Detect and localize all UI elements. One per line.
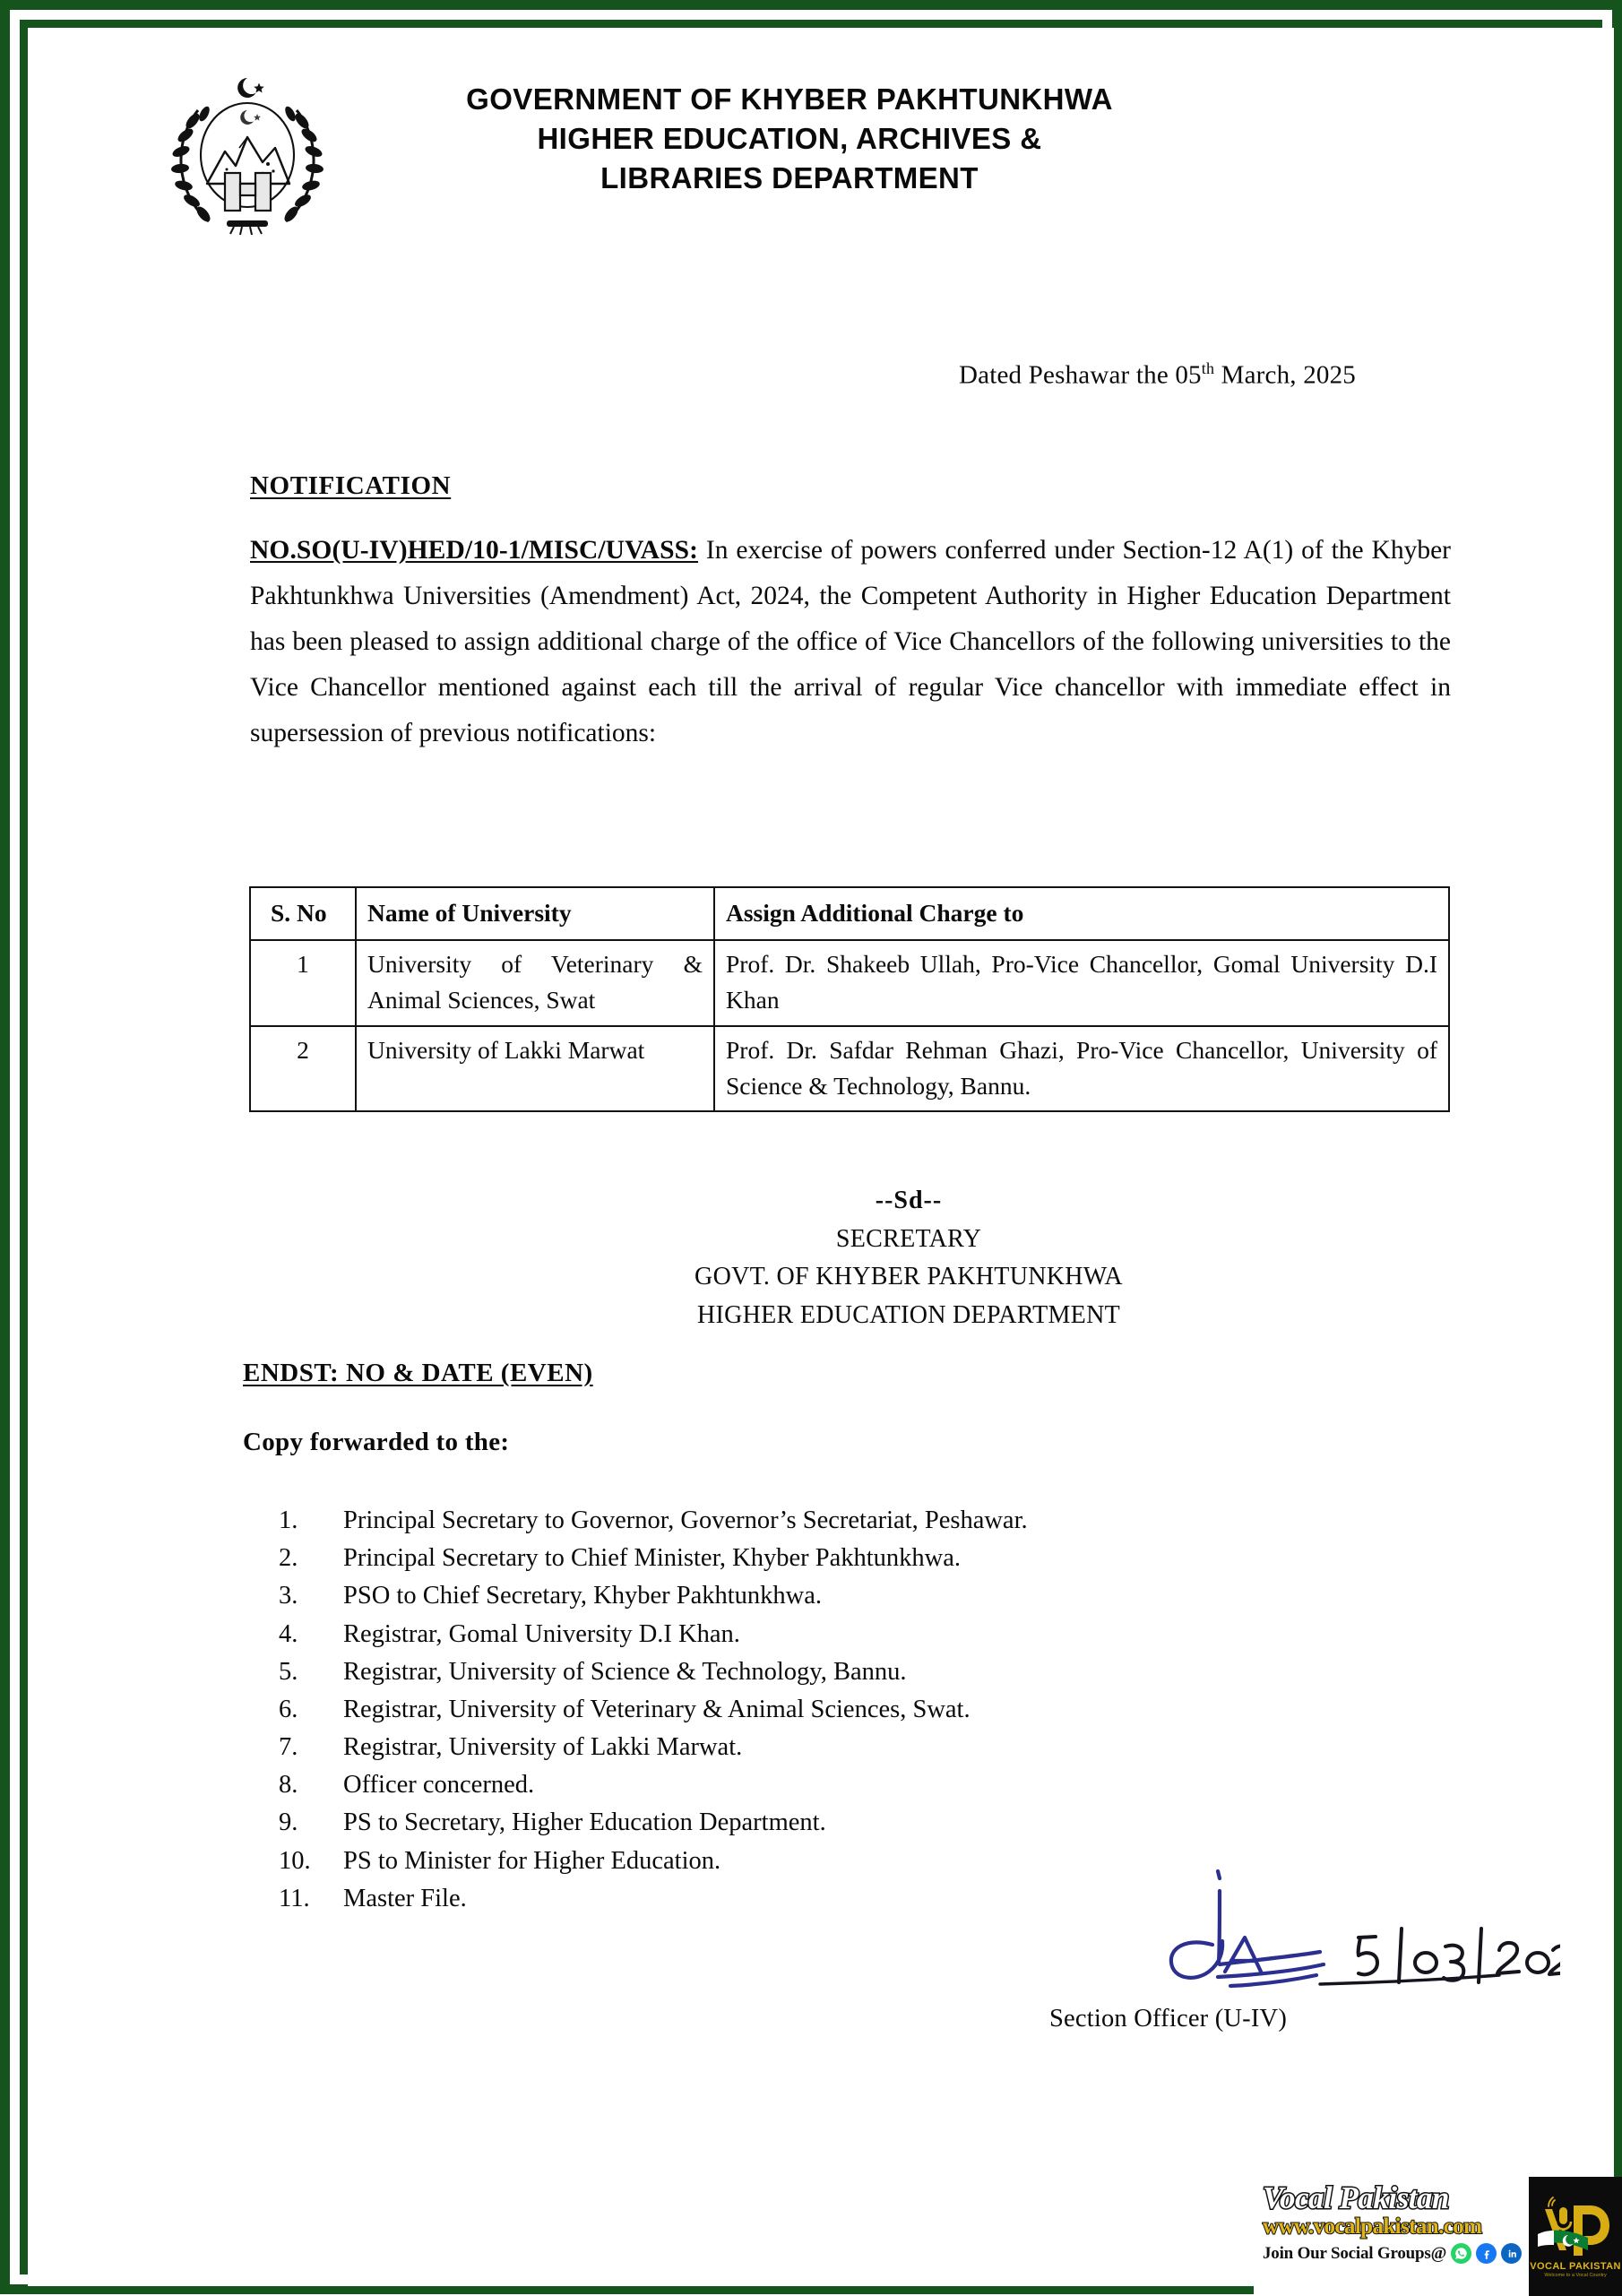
date-ordinal-suffix: th bbox=[1201, 359, 1215, 377]
linkedin-icon[interactable] bbox=[1501, 2243, 1522, 2264]
signatory-block bbox=[28, 1182, 1614, 1334]
endorsement-heading: ENDST: NO & DATE (EVEN) bbox=[243, 1359, 593, 1387]
header-line-3: LIBRARIES DEPARTMENT bbox=[600, 160, 979, 194]
list-item-number: 7. bbox=[279, 1733, 298, 1762]
list-item-text: Registrar, Gomal University D.I Khan. bbox=[343, 1619, 740, 1648]
list-item bbox=[279, 1616, 1354, 1653]
list-item-number: 5. bbox=[279, 1657, 298, 1686]
whatsapp-icon[interactable] bbox=[1451, 2243, 1471, 2264]
row-charge-to: Prof. Dr. Shakeeb Ullah, Pro-Vice Chancellor, Gomal University D.I Khan bbox=[714, 940, 1449, 1026]
date-prefix: Dated Peshawar the 05 bbox=[958, 360, 1202, 390]
reference-number: NO.SO(U-IV)HED/10-1/MISC/UVASS: bbox=[250, 536, 699, 565]
list-item-number: 4. bbox=[279, 1619, 298, 1648]
date-line bbox=[28, 359, 1614, 391]
list-item-number: 2. bbox=[279, 1544, 298, 1573]
list-item-number: 8. bbox=[279, 1771, 298, 1800]
copy-forwarded-label: Copy forwarded to the: bbox=[243, 1428, 510, 1456]
facebook-icon[interactable] bbox=[1476, 2243, 1497, 2264]
watermark-title: Vocal Pakistan bbox=[1263, 2180, 1449, 2215]
row-sno: 1 bbox=[250, 940, 356, 1026]
signatory-department: HIGHER EDUCATION DEPARTMENT bbox=[696, 1300, 1121, 1329]
row-sno: 2 bbox=[250, 1026, 356, 1112]
list-item-number: 11. bbox=[279, 1884, 310, 1912]
notification-paragraph bbox=[250, 528, 1451, 756]
table-header-row bbox=[250, 887, 1449, 940]
row-university: University of Lakki Marwat bbox=[356, 1026, 714, 1112]
table-header-sno: S. No bbox=[250, 887, 356, 940]
section-officer-caption: Section Officer (U-IV) bbox=[1049, 2005, 1288, 2033]
document-header bbox=[28, 55, 1614, 234]
table-row bbox=[250, 1026, 1449, 1112]
khyber-pakhtunkhwa-government-emblem-icon bbox=[162, 58, 332, 237]
watermark-social-label: Join Our Social Groups@ bbox=[1263, 2243, 1447, 2263]
list-item-text: Registrar, University of Lakki Marwat. bbox=[343, 1733, 743, 1762]
list-item-text: Principal Secretary to Governor, Governor’s Secretariat, Peshawar. bbox=[343, 1506, 1028, 1534]
notification-heading: NOTIFICATION bbox=[250, 471, 452, 500]
header-line-2: HIGHER EDUCATION, ARCHIVES & bbox=[537, 121, 1042, 155]
signatory-government: GOVT. OF KHYBER PAKHTUNKHWA bbox=[695, 1263, 1123, 1291]
list-item-text: Officer concerned. bbox=[343, 1771, 535, 1800]
header-line-1: GOVERNMENT OF KHYBER PAKHTUNKHWA bbox=[466, 82, 1113, 116]
list-item bbox=[279, 1691, 1354, 1729]
list-item bbox=[279, 1766, 1354, 1804]
vocal-pakistan-logo-icon bbox=[1534, 2195, 1617, 2265]
watermark-logo-panel bbox=[1529, 2177, 1622, 2296]
list-item-number: 3. bbox=[279, 1582, 298, 1610]
signed-marker: --Sd-- bbox=[875, 1187, 943, 1214]
department-title bbox=[386, 55, 1193, 198]
list-item bbox=[279, 1577, 1354, 1615]
list-item-number: 6. bbox=[279, 1695, 298, 1723]
list-item bbox=[279, 1540, 1354, 1577]
signatory-title: SECRETARY bbox=[835, 1224, 982, 1253]
additional-charge-table bbox=[249, 886, 1450, 1112]
list-item-text: Registrar, University of Veterinary & Animal Sciences, Swat. bbox=[343, 1695, 971, 1723]
list-item-text: Principal Secretary to Chief Minister, Khyber Pakhtunkhwa. bbox=[343, 1544, 962, 1573]
table-row bbox=[250, 940, 1449, 1026]
handwritten-signature bbox=[1130, 1851, 1560, 2031]
table-header-charge: Assign Additional Charge to bbox=[714, 887, 1449, 940]
watermark-social-row bbox=[1263, 2243, 1522, 2264]
list-item-text: Registrar, University of Science & Technology, Bannu. bbox=[343, 1657, 907, 1686]
list-item bbox=[279, 1653, 1354, 1691]
list-item bbox=[279, 1502, 1354, 1540]
list-item-text: PSO to Chief Secretary, Khyber Pakhtunkhwa. bbox=[343, 1582, 823, 1610]
row-charge-to: Prof. Dr. Safdar Rehman Ghazi, Pro-Vice Chancellor, University of Science & Technology, Bannu. bbox=[714, 1026, 1449, 1112]
list-item-text: PS to Minister for Higher Education. bbox=[343, 1846, 721, 1875]
list-item-text: PS to Secretary, Higher Education Department. bbox=[343, 1808, 826, 1837]
watermark-url[interactable]: www.vocalpakistan.com bbox=[1263, 2214, 1482, 2240]
list-item-number: 1. bbox=[279, 1506, 298, 1534]
notification-body-text: In exercise of powers conferred under Section-12 A(1) of the Khyber Pakhtunkhwa Universities (Amendment) Act, 2024, the Competent Authority in Higher Education Department has been pleased to assign additional charge of the office of Vice Chancellors of the following universities to the Vice Chancellor mentioned against each till the arrival of regular Vice chancellor with immediate effect in supersession of previous notifications: bbox=[250, 536, 1451, 748]
vocal-pakistan-watermark[interactable] bbox=[1254, 2177, 1621, 2296]
table-header-university: Name of University bbox=[356, 887, 714, 940]
watermark-tagline: Welcome to a Vocal Country bbox=[1544, 2273, 1607, 2278]
list-item bbox=[279, 1804, 1354, 1842]
date-suffix: March, 2025 bbox=[1214, 360, 1356, 390]
row-university: University of Veterinary & Animal Sciences, Swat bbox=[356, 940, 714, 1026]
watermark-brand-name: VOCAL PAKISTAN bbox=[1530, 2261, 1621, 2272]
list-item-number: 10. bbox=[279, 1846, 311, 1875]
list-item bbox=[279, 1729, 1354, 1766]
document-paper bbox=[28, 28, 1621, 2286]
list-item-number: 9. bbox=[279, 1808, 298, 1837]
list-item-text: Master File. bbox=[343, 1884, 467, 1912]
watermark-text-panel bbox=[1254, 2177, 1529, 2296]
